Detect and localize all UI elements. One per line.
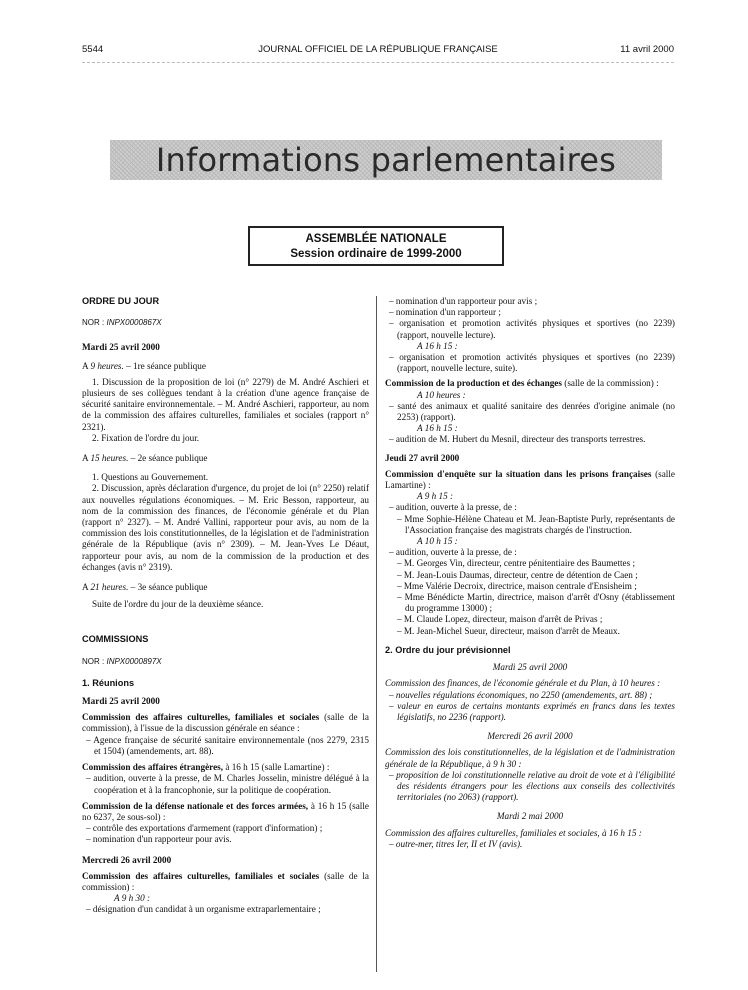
seance-time: 15 heures.	[90, 453, 129, 464]
list-item: – nouvelles régulations économiques, no 2250 (amendements, art. 88) ;	[389, 689, 653, 700]
commission-details: (salle de la commission) :	[561, 378, 659, 389]
nor-reference	[82, 317, 369, 328]
date-heading: Mardi 25 avril 2000	[82, 696, 160, 707]
date-heading: Mardi 25 avril 2000	[82, 342, 160, 353]
date-heading: Jeudi 27 avril 2000	[385, 452, 460, 463]
list-item: – santé des animaux et qualité sanitaire des denrées d'origine animale (no 2253) (rapport).	[389, 400, 675, 423]
seance-heading	[82, 582, 369, 593]
time-slot: A 16 h 15 :	[417, 340, 458, 351]
issue-date: 11 avril 2000	[620, 44, 674, 55]
seance-label: – 2e séance publique	[130, 453, 208, 464]
commission-entry	[82, 871, 369, 893]
list-item: – audition, ouverte à la presse, de M. Charles Josselin, ministre délégué à la coopération et à la francophonie, sur la politique de coopération.	[86, 773, 369, 795]
seance-prefix: A	[82, 453, 89, 464]
commission-name: Commission des affaires culturelles, familiales et sociales	[82, 870, 320, 881]
list-subitem: – Mme Bénédicte Martin, directrice, maison d'arrêt d'Osny (établissement du programme 13000) ;	[397, 592, 675, 614]
commission-name: Commission des affaires culturelles, familiales et sociales	[82, 712, 320, 723]
time-slot: A 9 h 15 :	[417, 491, 454, 502]
seance-label: – 3e séance publique	[130, 582, 208, 593]
agenda-item: 2. Discussion, après déclaration d'urgence, du projet de loi (n° 2250) relatif aux nouvelles régulations économiques. – M. Eric Besson, rapporteur, au nom de la commission des finances, de l'économie générale et du Plan (rapport n° 2327). – M. André Vallini, rapporteur pour avis, au nom de la commission des lois constitutionnelles, de la législation et de l'administration générale de la République (avis n° 2309). – M. Jean-Yves Le Déaut, rapporteur pour avis, au nom de la commission de la production et des échanges (avis n° 2319).	[82, 483, 369, 572]
commission-entry: Commission des affaires culturelles, familiales et sociales, à 16 h 15 :	[385, 827, 642, 838]
commission-name: Commission d'enquête sur la situation dans les prisons françaises	[385, 468, 652, 479]
agenda-item: 1. Discussion de la proposition de loi (n° 2279) de M. André Aschieri et plusieurs de ses collègues tendant à la création d'une agence française de sécurité sanitaire environnementale. – M. André Aschieri, rapporteur, au nom de la commission des affaires culturelles, familiales et sociales (rapport n° 2321).	[82, 376, 369, 432]
list-item: – proposition de loi constitutionnelle relative au droit de vote et à l'éligibilité des résidents étrangers pour les élections aux conseils des collectivités territoriales (no 2063) (rapport).	[389, 769, 675, 803]
list-item: – audition, ouverte à la presse, de :	[389, 547, 517, 558]
list-subitem: – M. Georges Vin, directeur, centre pénitentiaire des Baumettes ;	[397, 558, 636, 569]
list-item: – nomination d'un rapporteur pour avis.	[86, 834, 232, 845]
commission-name: Commission de la production et des échanges	[385, 378, 562, 389]
list-subitem: – M. Jean-Louis Daumas, directeur, centre de détention de Caen ;	[397, 569, 638, 580]
commissions-heading: COMMISSIONS	[82, 634, 149, 645]
seance-prefix: A	[82, 360, 89, 371]
header-rule	[82, 62, 674, 63]
list-item: – outre-mer, titres Ier, II et IV (avis).	[389, 838, 523, 849]
nor-code: INPX0000897X	[106, 656, 162, 666]
date-heading: Mercredi 26 avril 2000	[82, 854, 172, 865]
reunions-heading: 1. Réunions	[82, 677, 135, 688]
commission-details: (salle de la commission) :	[82, 870, 369, 892]
list-item: – audition, ouverte à la presse, de :	[389, 502, 517, 513]
list-item: – organisation et promotion activités physiques et sportives (no 2239) (rapport, nouvelle lecture).	[389, 318, 675, 340]
list-item: – Agence française de sécurité sanitaire environnementale (nos 2279, 2315 et 1504) (amendements, art. 88).	[86, 734, 369, 756]
date-heading: Mardi 25 avril 2000	[492, 662, 568, 673]
nor-prefix: NOR :	[82, 656, 105, 666]
list-item: – audition de M. Hubert du Mesnil, directeur des transports terrestres.	[389, 434, 646, 445]
commission-entry	[385, 469, 675, 491]
commission-entry: Commission des finances, de l'économie générale et du Plan, à 10 heures :	[385, 678, 661, 689]
list-subitem: – M. Jean-Michel Sueur, directeur, maison d'arrêt de Meaux.	[397, 625, 620, 636]
commission-details: (salle de la commission), à l'issue de la discussion générale en séance :	[82, 712, 369, 734]
seance-time: 9 heures.	[90, 360, 124, 371]
date-heading: Mardi 2 mai 2000	[496, 811, 564, 822]
session-name: Session ordinaire de 1999-2000	[290, 248, 462, 260]
right-column	[385, 296, 675, 850]
time-slot: A 10 heures :	[417, 389, 466, 400]
journal-title: JOURNAL OFFICIEL DE LA RÉPUBLIQUE FRANÇAISE	[258, 44, 498, 55]
left-column	[82, 296, 369, 916]
section-banner-title: Informations parlementaires	[155, 141, 617, 179]
assembly-box	[248, 226, 504, 266]
commission-name: Commission des affaires étrangères,	[82, 762, 224, 773]
time-slot: A 10 h 15 :	[417, 536, 458, 547]
list-subitem: – Mme Sophie-Hélène Chateau et M. Jean-Baptiste Purly, représentants de l'Association française des magistrats chargés de l'instruction.	[397, 513, 675, 535]
commission-entry	[82, 712, 369, 734]
list-item: – nomination d'un rapporteur ;	[389, 307, 501, 318]
seance-heading	[82, 453, 369, 464]
date-heading: Mercredi 26 avril 2000	[487, 731, 573, 742]
column-divider	[376, 296, 377, 972]
list-subitem: – Mme Valérie Decroix, directrice, maison centrale d'Ensisheim ;	[397, 580, 637, 591]
ordre-previsionnel-heading: 2. Ordre du jour prévisionnel	[385, 644, 511, 655]
list-item: – désignation d'un candidat à un organisme extraparlementaire ;	[86, 904, 321, 915]
time-slot: A 16 h 15 :	[417, 423, 458, 434]
ordre-du-jour-heading: ORDRE DU JOUR	[82, 296, 160, 306]
agenda-item: 1. Questions au Gouvernement.	[92, 472, 209, 483]
page-header	[82, 44, 674, 60]
seance-time: 21 heures.	[90, 582, 129, 593]
commission-details: à 16 h 15 (salle no 6237, 2e sous-sol) :	[82, 800, 369, 822]
seance-label: – 1re séance publique	[126, 360, 206, 371]
agenda-item: 2. Fixation de l'ordre du jour.	[92, 432, 200, 443]
assembly-name: ASSEMBLÉE NATIONALE	[305, 233, 447, 245]
commission-entry	[385, 378, 675, 389]
nor-prefix: NOR :	[82, 318, 105, 328]
commission-entry	[82, 801, 369, 823]
list-subitem: – M. Claude Lopez, directeur, maison d'arrêt de Privas ;	[397, 614, 603, 625]
commission-entry	[82, 762, 369, 773]
list-item: – organisation et promotion activités physiques et sportives (no 2239) (rapport, nouvelle lecture, suite).	[389, 352, 675, 374]
seance-heading	[82, 361, 369, 372]
list-item: – nomination d'un rapporteur pour avis ;	[389, 296, 538, 306]
commission-name: Commission de la défense nationale et des forces armées,	[82, 800, 309, 811]
time-slot: A 9 h 30 :	[114, 893, 151, 904]
nor-reference	[82, 656, 369, 667]
list-item: – valeur en euros de certains montants exprimés en francs dans les textes législatifs, no 2236 (rapport).	[389, 700, 675, 722]
agenda-item: Suite de l'ordre du jour de la deuxième séance.	[92, 599, 264, 610]
list-item: – contrôle des exportations d'armement (rapport d'information) ;	[86, 823, 323, 834]
commission-entry: Commission des lois constitutionnelles, de la législation et de l'administration générale de la République, à 9 h 30 :	[385, 747, 675, 769]
seance-prefix: A	[82, 582, 89, 593]
nor-code: INPX0000867X	[106, 318, 162, 328]
commission-details: à 16 h 15 (salle Lamartine) :	[223, 762, 330, 773]
commission-details: (salle Lamartine) :	[385, 468, 675, 491]
page-number: 5544	[82, 44, 104, 55]
